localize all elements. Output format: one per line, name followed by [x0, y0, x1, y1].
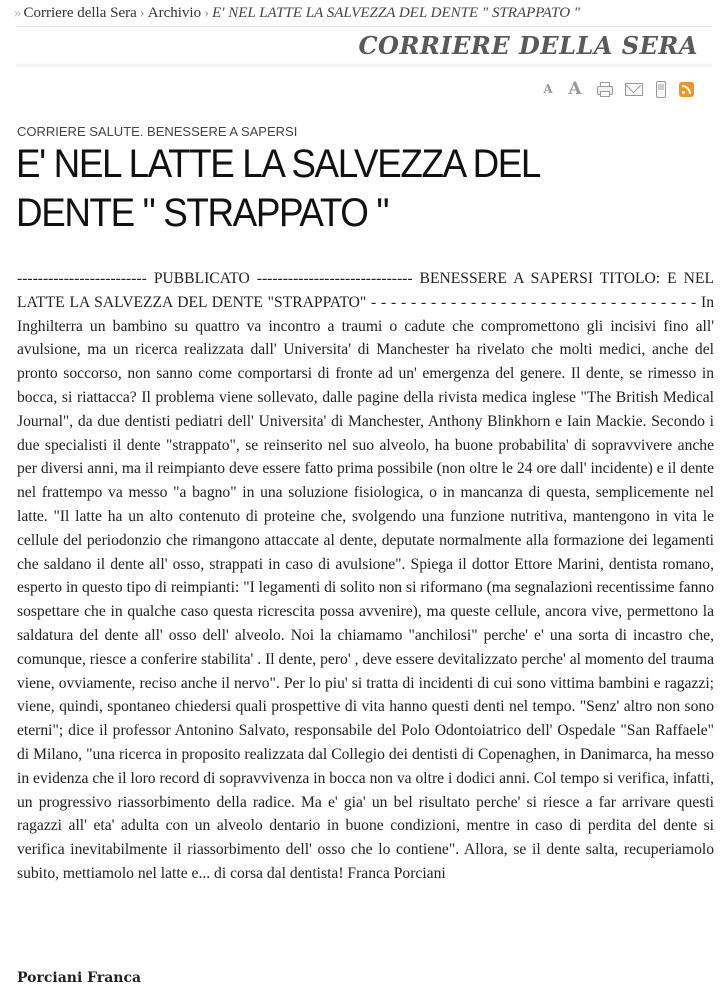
- site-logo[interactable]: CORRIERE DELLA SERA: [358, 31, 698, 60]
- breadcrumb-separator-icon: ›: [139, 5, 145, 21]
- rss-icon[interactable]: [679, 82, 694, 97]
- print-icon[interactable]: [596, 82, 612, 96]
- font-decrease-button[interactable]: A: [543, 82, 553, 96]
- mobile-icon[interactable]: [656, 81, 666, 98]
- masthead-shade: [16, 61, 712, 67]
- breadcrumb-link-home[interactable]: Corriere della Sera: [23, 5, 137, 21]
- section-label: CORRIERE SALUTE. BENESSERE A SAPERSI: [17, 124, 298, 139]
- article-body: ------------------------- PUBBLICATO ------------------------------ BENESSERE A SAPERSI TITOLO: E NEL LATTE LA SALVEZZA DEL DENTE "STRAPPATO" - - - - - - - - - - - - - - - - - - - - - - - - - - - - - - - - - In Inghilterra un bambino su quattro va incontro a traumi o cadute che compromettono gli incisivi fino all' avulsione, ma un ricerca realizzata dall' Universita' di Manchester ha rivelato che molti medici, anche del pronto soccorso, non sanno come comportarsi di fronte ad un' emergenza del genere. Il dente, se rimesso in bocca, si riattacca? Il problema viene sollevato, dalle pagine della rivista medica inglese "The British Medical Journal", da due dentisti pediatri dell' Universita' di Manchester, Anthony Blinkhorn e Iain Mackie. Secondo i due specialisti il dente "strappato", se reinserito nel suo alveolo, ha buone probabilita' di sopravvivere anche per diversi anni, ma il reimpianto deve essere fatto prima possibile (non oltre le 24 ore dall' incidente) e il dente nel frattempo va messo "a bagno" in una soluzione fisiologica, o in mancanza di questa, semplicemente nel latte. "Il latte ha un alto contenuto di proteine che, svolgendo una funzione nutritiva, mantengono in vita le cellule del periodonzio che rimangono attaccate al dente, deputate normalmente alla formazione dei legamenti che saldano il dente all' osso, strappati in caso di avulsione". Spiega il dottor Ettore Marini, dentista romano, esperto in questo tipo di reimpianti: "I legamenti di solito non si riformano (ma segnalazioni recentissime fanno sospettare che in qualche caso questa ricrescita possa avvenire), ma queste cellule, ancora vive, permettono la saldatura del dente all' osso dell' alveolo. Noi la chiamamo "anchilosi" perche' e' una sorta di incastro che, comunque, riesce a conferire stabilita' . Il dente, pero' , deve essere devitalizzato perche' al momento del trauma viene, ovviamente, reciso anche il nervo". Per lo piu' si tratta di incidenti di cui sono vittima bambini e ragazzi; viene, quindi, spontaneo chiedersi quali prospettive di vita hanno questi denti nel tempo. "Senz' altro non sono eterni"; dice il professor Antonino Salvato, responsabile del Polo Odontoiatrico dell' Ospedale "San Raffaele" di Milano, "una ricerca in proposito realizzata dal Collegio dei dentisti di Copenaghen, in Danimarca, ha messo in evidenza che il loro record di sopravvivenza in bocca non va oltre i dodici anni. Col tempo si verifica, infatti, un progressivo riassorbimento della radice. Ma e' gia' un bel risultato perche' si riesce a far arrivare questi ragazzi all' eta' adulta con un alveolo dentario in buone condizioni, mentre in caso di perdita del dente si verifica inevitabilmente il riassorbimento dell' osso che lo contiene". Allora, se il dente salta, recuperiamolo subito, mettiamolo nel latte e... di corsa dal dentista! Franca Porciani: [17, 270, 714, 882]
- breadcrumb-current: E' NEL LATTE LA SALVEZZA DEL DENTE " STRAPPATO ": [212, 5, 581, 21]
- article-author: Porciani Franca: [17, 970, 142, 986]
- breadcrumb: [14, 3, 580, 23]
- mail-icon[interactable]: [625, 83, 643, 96]
- article-headline: E' NEL LATTE LA SALVEZZA DEL DENTE " STRAPPATO ": [16, 142, 539, 235]
- breadcrumb-lead-icon: »: [14, 5, 22, 21]
- masthead: [16, 26, 712, 67]
- font-increase-button[interactable]: A: [568, 79, 582, 99]
- breadcrumb-link-archivio[interactable]: Archivio: [147, 5, 202, 21]
- article-tools: [542, 78, 694, 100]
- breadcrumb-separator-icon: ›: [204, 5, 210, 21]
